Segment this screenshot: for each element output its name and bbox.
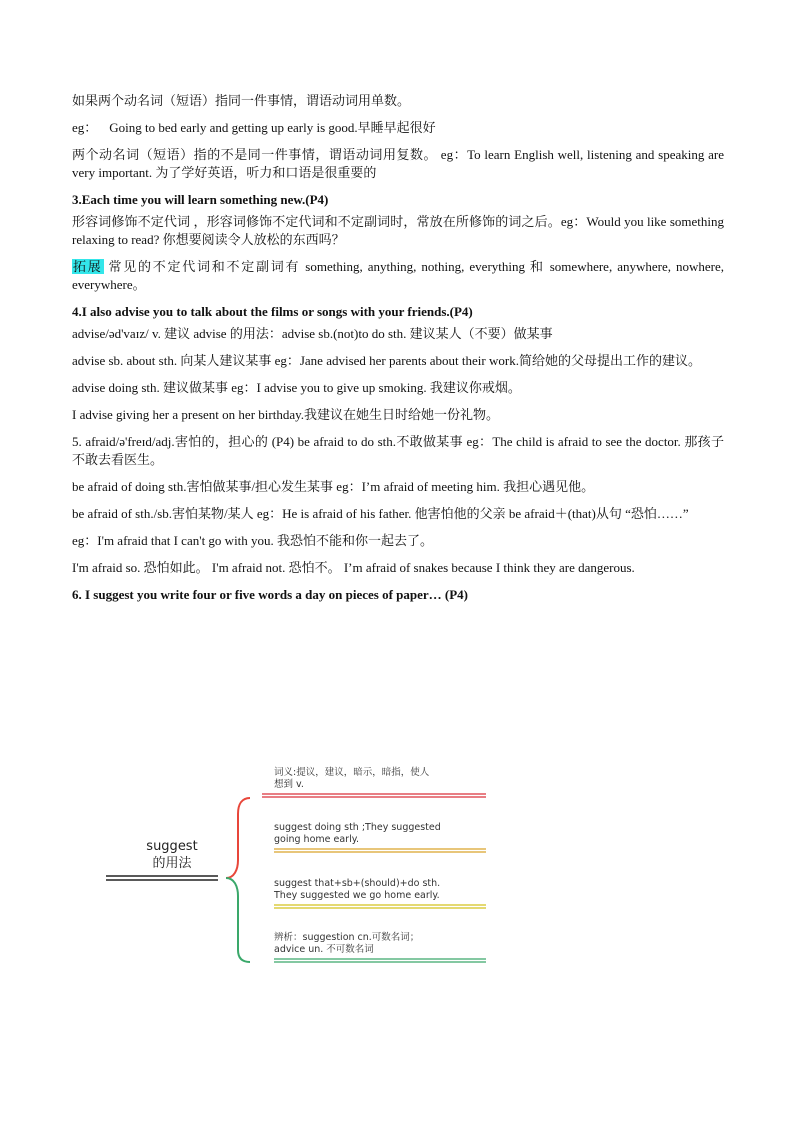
eg-text: Going to bed early and getting up early is good.早睡早起很好 — [109, 120, 436, 135]
mindmap-title-line1: suggest — [146, 839, 198, 854]
eg-label: eg： — [72, 120, 98, 135]
document-body — [72, 92, 724, 613]
afraid-of-doing: be afraid of doing sth.害怕做某事/担心发生某事 eg：I’m afraid of meeting him. 我担心遇见他。 — [72, 479, 595, 494]
rule-singular: 如果两个动名词（短语）指同一件事情，谓语动词用单数。 — [72, 93, 411, 108]
mindmap-title-line2: 的用法 — [152, 856, 192, 871]
extension-text: 常见的不定代词和不定副词有 something, anything, nothing, everything 和 somewhere, anywhere, nowhere, everywhere。 — [72, 259, 724, 292]
mindmap-brace-lower — [226, 878, 250, 962]
branch-text-line: They suggested we go home early. — [274, 890, 440, 901]
suggest-mindmap — [100, 756, 500, 971]
extension-tag: 拓展 — [73, 259, 103, 274]
heading-item-6: 6. I suggest you write four or five words a day on pieces of paper… (P4) — [72, 587, 468, 602]
advise-usage: advise/əd'vaɪz/ v. 建议 advise 的用法：advise sb.(not)to do sth. 建议某人（不要）做某事 — [72, 326, 553, 341]
branch-text-line: 想到 v. — [274, 779, 304, 790]
rule-plural: 两个动名词（短语）指的不是同一件事情，谓语动词用复数。 eg：To learn English well, listening and speaking are very important. 为了学好英语，听力和口语是很重要的 — [72, 147, 724, 180]
afraid-usage: 5. afraid/ə'freɪd/adj.害怕的，担心的 (P4) be afraid to do sth.不敢做某事 eg：The child is afraid to see the doctor. 那孩子不敢去看医生。 — [72, 434, 724, 467]
branch-text-line: 辨析：suggestion cn.可数名词； — [274, 932, 420, 943]
branch-text-line: 词义:提议，建议，暗示，暗指，使人 — [274, 767, 430, 778]
mindmap-brace-upper — [226, 798, 250, 878]
afraid-that: eg：I'm afraid that I can't go with you. 我恐怕不能和你一起去了。 — [72, 533, 434, 548]
heading-item-3: 3.Each time you will learn something new.(P4) — [72, 192, 329, 207]
advise-example: I advise giving her a present on her birthday.我建议在她生日时给她一份礼物。 — [72, 407, 500, 422]
mindmap-title — [122, 838, 222, 872]
branch-text-line: suggest that+sb+(should)+do sth. — [274, 878, 441, 889]
mindmap-branch-that — [274, 878, 484, 902]
branch-text-line: advice un. 不可数名词 — [274, 944, 374, 955]
mindmap-branch-compare — [274, 932, 484, 956]
afraid-of-sth: be afraid of sth./sb.害怕某物/某人 eg：He is afraid of his father. 他害怕他的父亲 be afraid＋(that)从句 “恐怕……” — [72, 506, 689, 521]
mindmap-branch-meaning — [274, 767, 484, 791]
advise-doing: advise doing sth. 建议做某事 eg：I advise you to give up smoking. 我建议你戒烟。 — [72, 380, 521, 395]
extension-note — [72, 258, 724, 294]
afraid-so-not: I'm afraid so. 恐怕如此。 I'm afraid not. 恐怕不。 I’m afraid of snakes because I think they are dangerous. — [72, 560, 635, 575]
branch-text-line: going home early. — [274, 834, 360, 845]
heading-item-4: 4.I also advise you to talk about the films or songs with your friends.(P4) — [72, 304, 473, 319]
rule-adjective: 形容词修饰不定代词 ，形容词修饰不定代词和不定副词时，常放在所修饰的词之后。eg：Would you like something relaxing to read? 你想要阅读令人放松的东西吗？ — [72, 214, 724, 247]
advise-about: advise sb. about sth. 向某人建议某事 eg：Jane advised her parents about their work.简给她的父母提出工作的建议。 — [72, 353, 701, 368]
example-singular — [72, 119, 724, 137]
mindmap-branch-doing — [274, 822, 484, 846]
branch-text-line: suggest doing sth ;They suggested — [274, 822, 441, 833]
